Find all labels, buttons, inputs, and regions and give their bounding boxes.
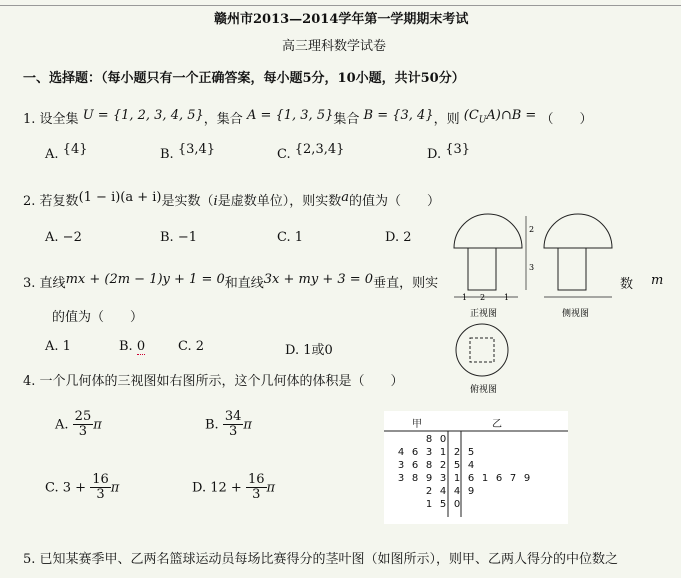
q1-option-a: A. {4} xyxy=(45,142,88,162)
section-heading: 一、选择题：（每小题只有一个正确答案，每小题5分，10小题，共计50分） xyxy=(23,71,465,86)
stem: 0 xyxy=(439,434,447,445)
left-leaf xyxy=(394,498,408,511)
q3-line-2: 的值为（ ） xyxy=(52,310,144,325)
right-leaf: 9 xyxy=(467,486,475,497)
right-leaf xyxy=(464,433,478,446)
right-leaf xyxy=(520,433,534,446)
right-leaf: 4 xyxy=(467,460,475,471)
left-leaf: 8 xyxy=(425,434,433,445)
right-leaf: 0 xyxy=(453,499,461,510)
right-leaf: 6 xyxy=(495,473,503,484)
left-leaf: 9 xyxy=(425,473,433,484)
q2-option-c: C. 1 xyxy=(277,230,304,245)
right-leaf xyxy=(520,498,534,511)
right-leaf xyxy=(478,485,492,498)
right-leaf xyxy=(520,459,534,472)
stem-leaf-row xyxy=(394,433,534,446)
right-leaf xyxy=(520,485,534,498)
right-leaf: 4 xyxy=(453,486,461,497)
stem-leaf-row xyxy=(394,498,534,511)
right-leaf xyxy=(478,446,492,459)
right-leaf: 7 xyxy=(509,473,517,484)
right-leaf xyxy=(520,446,534,459)
right-leaf xyxy=(450,433,464,446)
left-leaf: 8 xyxy=(411,473,419,484)
right-leaf xyxy=(506,459,520,472)
left-leaf xyxy=(394,433,408,446)
line-1: mx + (2m − 1)y + 1 = 0 xyxy=(65,272,225,287)
left-leaf: 3 xyxy=(397,460,405,471)
q2-option-b: B. −1 xyxy=(160,230,197,245)
top-view-label: 俯视图 xyxy=(470,385,498,395)
question-5: 5. 已知某赛季甲、乙两名篮球运动员每场比赛得分的茎叶图（如图所示），则甲、乙两人得分的中位数之 xyxy=(23,552,619,567)
left-leaf xyxy=(408,433,422,446)
set-u: U = {1, 2, 3, 4, 5} xyxy=(82,108,204,123)
left-leaf: 6 xyxy=(411,460,419,471)
right-leaf xyxy=(492,498,506,511)
right-leaf: 1 xyxy=(453,473,461,484)
left-leaf xyxy=(394,485,408,498)
top-view xyxy=(456,324,508,376)
right-leaf: 2 xyxy=(453,447,461,458)
svg-text:1: 1 xyxy=(462,293,468,302)
front-view-label: 正视图 xyxy=(470,309,498,319)
stem-leaf-row xyxy=(394,485,534,498)
question-1: 1. 设全集 U = {1, 2, 3, 4, 5}，集合 A = {1, 3, 5}集合 B = {3, 4}，则 $(C_UA)\cap B$ = （ ） xyxy=(23,108,593,127)
right-leaf: 5 xyxy=(453,460,461,471)
page-subtitle: 高三理科数学试卷 xyxy=(282,39,387,54)
stem: 2 xyxy=(439,460,447,471)
right-leaf xyxy=(506,446,520,459)
left-leaf xyxy=(408,485,422,498)
right-leaf: 1 xyxy=(481,473,489,484)
q1-option-d: D. {3} xyxy=(427,142,471,162)
top-rule xyxy=(0,5,681,6)
stem-leaf-row xyxy=(394,459,534,472)
left-leaf: 3 xyxy=(397,473,405,484)
q4-option-a: A. $\frac{25}{3}$ π xyxy=(55,409,102,440)
right-leaf xyxy=(478,498,492,511)
q1-option-c: C. {2,3,4} xyxy=(277,142,345,162)
right-head: 乙 xyxy=(492,419,502,430)
set-a: A = {1, 3, 5} xyxy=(246,108,334,123)
stem: 4 xyxy=(439,486,447,497)
stem: 3 xyxy=(439,473,447,484)
left-leaf: 2 xyxy=(425,486,433,497)
q3-option-b: B. 0 xyxy=(119,339,146,354)
right-leaf xyxy=(464,498,478,511)
right-leaf: 9 xyxy=(523,473,531,484)
left-leaf: 8 xyxy=(425,460,433,471)
complex-expr: (1 − i)(a + i) xyxy=(78,190,162,205)
question-3: 3. 直线mx + (2m − 1)y + 1 = 0和直线3x + my + 3 = 0垂直，则实 xyxy=(23,272,439,291)
svg-text:2: 2 xyxy=(480,293,486,302)
left-leaf: 6 xyxy=(411,447,419,458)
svg-text:1: 1 xyxy=(504,293,510,302)
svg-text:3: 3 xyxy=(529,263,535,272)
left-head: 甲 xyxy=(412,419,422,430)
page-title: 赣州市2013—2014学年第一学期期末考试 xyxy=(214,12,469,27)
expr-complement: $(C_UA)\cap B$ = xyxy=(463,108,537,126)
right-leaf: 5 xyxy=(467,447,475,458)
q4-option-d: D. 12 + $\frac{16}{3}$ π xyxy=(192,472,276,503)
stem: 5 xyxy=(439,499,447,510)
right-leaf xyxy=(478,433,492,446)
right-leaf: 6 xyxy=(467,473,475,484)
q3-option-a: A. 1 xyxy=(45,339,71,354)
q4-option-c: C. 3 + $\frac{16}{3}$ π xyxy=(45,472,120,503)
front-view xyxy=(454,214,526,297)
stem: 1 xyxy=(439,447,447,458)
question-4: 4. 一个几何体的三视图如右图所示，这个几何体的体积是（ ） xyxy=(23,374,404,389)
line-2: 3x + my + 3 = 0 xyxy=(263,272,374,287)
right-leaf xyxy=(506,498,520,511)
right-leaf xyxy=(506,433,520,446)
question-2: 2. 若复数(1 − i)(a + i)是实数（i是虚数单位），则实数a的值为（ ） xyxy=(23,190,440,209)
left-leaf: 3 xyxy=(425,447,433,458)
q4-option-b: B. $\frac{34}{3}$ π xyxy=(205,409,252,440)
q3-option-c: C. 2 xyxy=(178,339,205,354)
right-leaf xyxy=(478,459,492,472)
stem-leaf-rows xyxy=(394,433,534,511)
side-view-label: 侧视图 xyxy=(562,309,590,319)
left-leaf: 4 xyxy=(397,447,405,458)
side-view xyxy=(544,214,612,297)
right-leaf xyxy=(492,433,506,446)
stem-leaf-plot xyxy=(384,411,568,524)
set-b: B = {3, 4} xyxy=(363,108,434,123)
q3-option-d: D. 1或0 xyxy=(285,343,333,358)
left-leaf xyxy=(408,498,422,511)
right-leaf xyxy=(492,459,506,472)
right-leaf xyxy=(506,485,520,498)
q1-option-b: B. {3,4} xyxy=(160,142,216,162)
q2-option-a: A. −2 xyxy=(45,230,82,245)
right-leaf xyxy=(492,485,506,498)
three-views-figure xyxy=(448,212,618,397)
q2-option-d: D. 2 xyxy=(385,230,412,245)
left-leaf: 1 xyxy=(425,499,433,510)
stem-leaf-row xyxy=(394,472,534,485)
right-leaf xyxy=(492,446,506,459)
svg-text:2: 2 xyxy=(529,225,535,234)
stem-leaf-row xyxy=(394,446,534,459)
q3-continued: 数 m xyxy=(620,273,664,292)
